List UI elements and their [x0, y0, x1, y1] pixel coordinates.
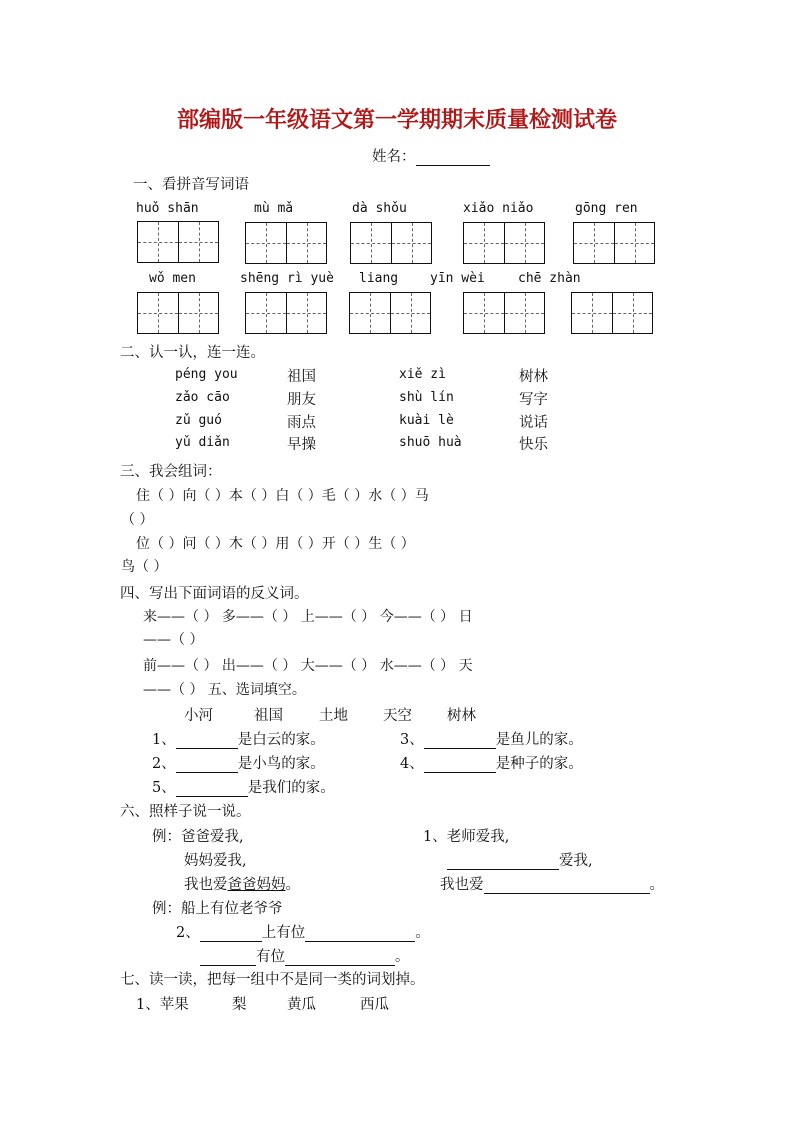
fill-blank[interactable]: [176, 782, 248, 797]
section5-heading: 五、选词填空。: [207, 682, 306, 698]
pinyin-2-4: yīn wèi: [430, 271, 485, 286]
name-line: [372, 145, 490, 166]
q6-1-line3-post: 。: [649, 877, 664, 893]
pinyin-2-5: chē zhàn: [518, 271, 581, 286]
q7-word[interactable]: 西瓜: [360, 997, 389, 1013]
word-group-line[interactable]: 鸟（ ）: [121, 559, 168, 575]
word-bank-1: 小河: [184, 708, 213, 724]
q6-1-line3: [440, 873, 664, 894]
fill-blank[interactable]: [424, 758, 496, 773]
q6-2b-mid: 有位: [256, 949, 285, 965]
fill-blank[interactable]: [447, 855, 559, 870]
fill-blank[interactable]: [200, 927, 262, 942]
page-title: 部编版一年级语文第一学期期末质量检测试卷: [176, 107, 617, 133]
name-label: 姓名：: [372, 149, 416, 165]
pinyin-1-1: huǒ shān: [136, 201, 199, 216]
word-bank-4: 天空: [383, 708, 412, 724]
match-pinyin-left: zǎo cāo: [175, 390, 230, 405]
fill-blank[interactable]: [285, 951, 395, 966]
example-line3: [184, 873, 300, 894]
q6-1-line3-pre: 我也爱: [440, 877, 484, 893]
fill-blank[interactable]: [200, 951, 256, 966]
antonym-line[interactable]: 前——（ ） 出——（ ） 大——（ ） 水——（ ） 天: [143, 658, 473, 674]
q7-1-label: 1、苹果: [136, 997, 189, 1013]
antonym-line-with-section5[interactable]: [143, 679, 306, 699]
q4-label: 4、: [400, 756, 424, 772]
q4-tail: 是种子的家。: [495, 756, 583, 772]
q6-1-line2-tail: 爱我,: [559, 853, 593, 869]
match-word-right: 树林: [519, 369, 548, 385]
match-word-right: 写字: [519, 392, 548, 408]
section7-heading: 七、读一读，把每一组中不是同一类的词划掉。: [120, 972, 425, 988]
q3-tail: 是鱼儿的家。: [495, 732, 583, 748]
pinyin-1-4: xiǎo niǎo: [463, 201, 534, 216]
writing-box[interactable]: [463, 292, 545, 334]
word-group-line[interactable]: 住（ ）向（ ）本（ ）白（ ）毛（ ）水（ ）马: [136, 488, 429, 504]
section2-heading: 二、认一认，连一连。: [120, 345, 265, 361]
writing-box[interactable]: [245, 222, 327, 264]
q6-2-line2: [200, 945, 410, 966]
pinyin-1-3: dà shǒu: [352, 201, 407, 216]
example2: 例：船上有位老爷爷: [152, 901, 283, 917]
writing-box[interactable]: [349, 292, 431, 334]
example-line2: 妈妈爱我,: [184, 853, 247, 869]
match-pinyin-right: xiě zì: [399, 367, 446, 382]
fill-q2: [152, 752, 325, 773]
q6-2-line1: [176, 921, 430, 942]
match-word-left: 雨点: [287, 415, 316, 431]
example-line1: 例：爸爸爱我,: [152, 829, 244, 845]
q5-tail: 是我们的家。: [247, 780, 335, 796]
q7-word[interactable]: 黄瓜: [287, 997, 316, 1013]
antonym-line[interactable]: 来——（ ） 多——（ ） 上——（ ） 今——（ ） 日: [143, 609, 473, 625]
fill-q5: [152, 776, 335, 797]
q6-2-end: 。: [415, 925, 430, 941]
word-group-line[interactable]: （ ）: [121, 512, 154, 528]
q2-tail: 是小鸟的家。: [237, 756, 325, 772]
q1-label: 1、: [152, 732, 176, 748]
example-underlined: 爸爸妈妈: [227, 877, 286, 893]
antonym-line[interactable]: ——（ ）: [143, 632, 204, 648]
pinyin-2-2: shēng rì yuè: [240, 271, 334, 286]
name-blank[interactable]: [416, 151, 490, 166]
match-word-right: 说话: [519, 415, 548, 431]
fill-q4: [400, 752, 583, 773]
q7-word[interactable]: 梨: [232, 997, 247, 1013]
antonym-line-end[interactable]: ——（ ）: [143, 682, 204, 698]
section6-heading: 六、照样子说一说。: [120, 804, 251, 820]
match-pinyin-right: shuō huà: [399, 435, 462, 450]
fill-blank[interactable]: [424, 734, 496, 749]
q3-label: 3、: [400, 732, 424, 748]
word-group-line[interactable]: 位（ ）问（ ）木（ ）用（ ）开（ ）生（ ）: [136, 536, 415, 552]
q1-tail: 是白云的家。: [237, 732, 325, 748]
writing-box[interactable]: [350, 222, 432, 264]
q6-1-line2: [447, 849, 593, 870]
section4-heading: 四、写出下面词语的反义词。: [120, 586, 309, 602]
writing-box[interactable]: [463, 222, 545, 264]
pinyin-1-2: mù mǎ: [254, 201, 294, 216]
writing-box[interactable]: [571, 292, 653, 334]
fill-blank[interactable]: [176, 734, 238, 749]
example-line3-post: 。: [285, 877, 300, 893]
q6-2-label: 2、: [176, 925, 200, 941]
section3-heading: 三、我会组词：: [120, 464, 222, 480]
q6-2b-end: 。: [395, 949, 410, 965]
q6-1-line1: 1、老师爱我,: [423, 829, 510, 845]
word-bank-5: 树林: [447, 708, 476, 724]
match-pinyin-left: péng you: [175, 367, 238, 382]
pinyin-1-5: gōng ren: [575, 201, 638, 216]
word-bank-2: 祖国: [254, 708, 283, 724]
pinyin-2-1: wǒ men: [149, 271, 196, 286]
writing-box[interactable]: [137, 221, 219, 263]
q5-label: 5、: [152, 780, 176, 796]
fill-q3: [400, 728, 583, 749]
q2-label: 2、: [152, 756, 176, 772]
writing-box[interactable]: [573, 222, 655, 264]
fill-blank[interactable]: [176, 758, 238, 773]
section1-heading: 一、看拼音写词语: [133, 177, 249, 193]
match-word-left: 祖国: [287, 369, 316, 385]
fill-blank[interactable]: [484, 879, 650, 894]
fill-blank[interactable]: [305, 927, 415, 942]
match-pinyin-right: shù lín: [399, 390, 454, 405]
q6-2-mid: 上有位: [261, 925, 306, 941]
match-word-right: 快乐: [519, 437, 548, 453]
match-pinyin-left: yǔ diǎn: [175, 435, 230, 450]
example-line3-pre: 我也爱: [184, 877, 228, 893]
match-pinyin-right: kuài lè: [399, 413, 454, 428]
match-word-left: 朋友: [287, 392, 316, 408]
match-word-left: 早操: [287, 437, 316, 453]
fill-q1: [152, 728, 325, 749]
word-bank-3: 土地: [319, 708, 348, 724]
match-pinyin-left: zǔ guó: [175, 413, 222, 428]
writing-box[interactable]: [137, 292, 219, 334]
writing-box[interactable]: [245, 292, 327, 334]
pinyin-2-3: liang: [359, 271, 399, 286]
